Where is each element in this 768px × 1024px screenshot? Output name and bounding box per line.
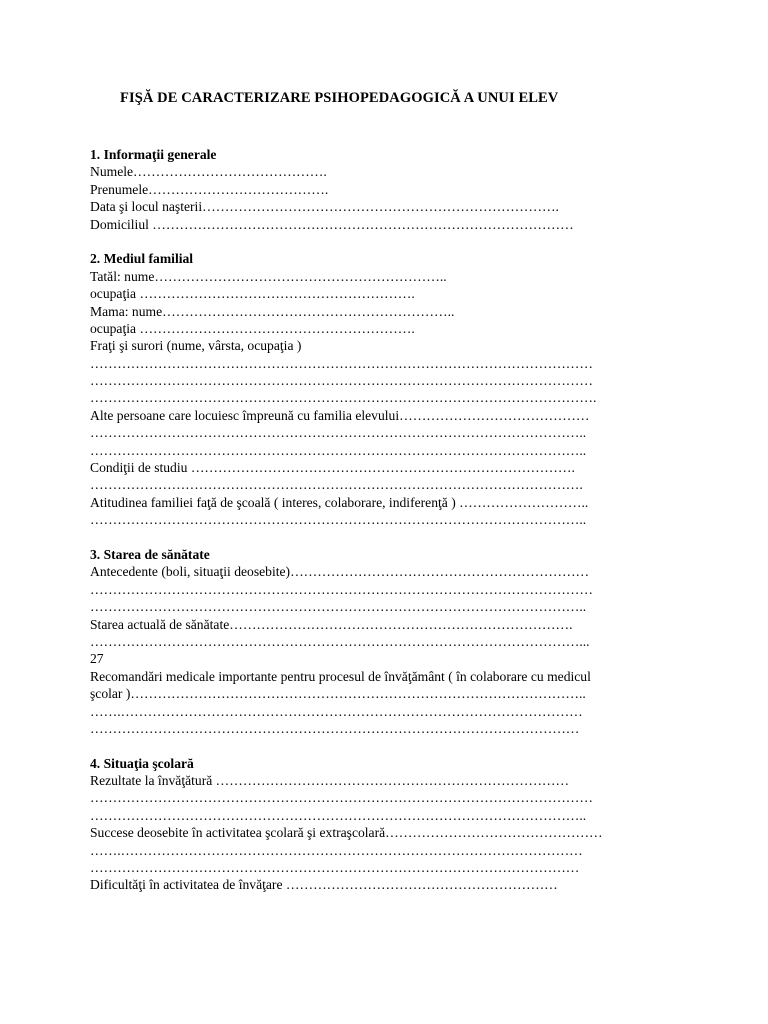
field-line: ……………………………………………………………………………………………….. — [90, 425, 587, 441]
section-spacer — [90, 529, 670, 546]
field-line: Atitudinea familiei faţă de şcoală ( interes, colaborare, indiferenţă ) ……………………….. — [90, 494, 589, 510]
field-line: ………………………………………………………………………………………………. — [90, 477, 583, 493]
field-line: Condiţii de studiu …………………………………………………………………………. — [90, 460, 575, 476]
section-heading-general-info: 1. Informaţii generale — [90, 147, 217, 162]
field-line: Rezultate la învăţătură …………………………………………………………………… — [90, 773, 570, 789]
field-line: ……………………………………………………………………………………………… — [90, 860, 580, 876]
field-line: ………………………………………………………………………………………………… — [90, 790, 593, 806]
field-line: Fraţi şi surori (nume, vârsta, ocupaţia ) — [90, 338, 302, 354]
field-line: Starea actuală de sănătate…………………………………………………………………. — [90, 616, 573, 632]
field-line: …….………………………………………………………………………………………… — [90, 703, 583, 719]
field-line: ocupaţia ……………………………………………………. — [90, 286, 415, 302]
section-heading-health: 3. Starea de sănătate — [90, 546, 210, 562]
field-line: ……………………………………………………………………………………………….. — [90, 807, 587, 823]
field-line: Domiciliul ………………………………………………………………………………… — [90, 216, 574, 232]
field-line: Dificultăţi în activitatea de învăţare …………………………………………………… — [90, 877, 558, 893]
field-line: …….………………………………………………………………………………………… — [90, 842, 583, 858]
field-line: Antecedente (boli, situaţii deosebite)………………………………………………………… — [90, 564, 590, 580]
field-line: ……………………………………………………………………………………………….. — [90, 442, 587, 458]
field-line: Numele……………………………………. — [90, 164, 327, 180]
field-line: şcolar )……………………………………………………………………………………….. — [90, 686, 586, 702]
section-spacer — [90, 737, 670, 754]
page-number: 27 — [90, 651, 104, 667]
document-body — [90, 146, 670, 894]
field-line: Tatăl: nume……………………………………………………….. — [90, 268, 447, 284]
field-line: ………………………………………………………………………………………………… — [90, 581, 593, 597]
field-line: ocupaţia ……………………………………………………. — [90, 320, 415, 336]
field-line: ………………………………………………………………………………………………… — [90, 355, 593, 371]
field-line: …………………………………………………………………………………………………. — [90, 390, 597, 406]
field-line: Prenumele…………………………………. — [90, 181, 329, 197]
field-line: Recomandări medicale importante pentru procesul de învăţământ ( în colaborare cu medicul — [90, 668, 591, 684]
field-line: ……………………………………………………………………………………………….. — [90, 512, 587, 528]
field-line: Succese deosebite în activitatea şcolară şi extraşcolară………………………………………… — [90, 825, 603, 841]
field-line: Data şi locul naşterii……………………………………………………………………. — [90, 199, 559, 215]
field-line: Mama: nume……………………………………………………….. — [90, 303, 455, 319]
field-line: ……………………………………………………………………………………………….. — [90, 599, 587, 615]
field-line: ………………………………………………………………………………………………... — [90, 633, 590, 649]
field-line: Alte persoane care locuiesc împreună cu familia elevului…………………………………… — [90, 407, 590, 423]
section-spacer — [90, 233, 670, 250]
document-title: FIŞĂ DE CARACTERIZARE PSIHOPEDAGOGICĂ A UNUI ELEV — [120, 90, 559, 106]
section-heading-school: 4. Situaţia şcolară — [90, 755, 194, 771]
field-line: ………………………………………………………………………………………………… — [90, 373, 593, 389]
field-line: ……………………………………………………………………………………………… — [90, 720, 580, 736]
section-heading-family: 2. Mediul familial — [90, 251, 194, 267]
